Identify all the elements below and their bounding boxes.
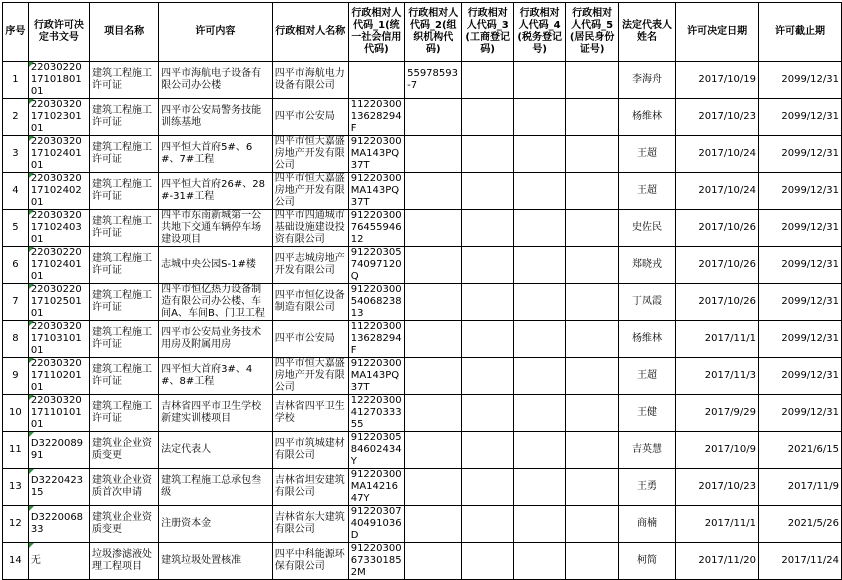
table-row bbox=[3, 432, 842, 469]
credit-code: 91220300MA1421647Y bbox=[348, 469, 404, 506]
decision-date: 2017/11/1 bbox=[676, 506, 759, 543]
decision-date: 2017/10/9 bbox=[676, 432, 759, 469]
project-name: 建筑工程施工许可证 bbox=[90, 358, 159, 395]
decision-doc-number: D322006833 bbox=[28, 506, 89, 543]
header-cell: 序号 bbox=[3, 3, 29, 62]
row-number: 8 bbox=[3, 321, 29, 358]
business-reg-code bbox=[462, 321, 513, 358]
tax-reg-code bbox=[513, 506, 565, 543]
project-name: 建筑工程施工许可证 bbox=[90, 395, 159, 432]
permit-content: 法定代表人 bbox=[159, 432, 273, 469]
permit-content: 四平恒大首府3#、4#、8#工程 bbox=[159, 358, 273, 395]
decision-date: 2017/10/24 bbox=[676, 136, 759, 173]
tax-reg-code bbox=[513, 247, 565, 284]
expiry-date: 2099/12/31 bbox=[759, 395, 842, 432]
permit-table bbox=[2, 2, 842, 580]
project-name: 建筑工程施工许可证 bbox=[90, 210, 159, 247]
id-card-number bbox=[566, 543, 618, 580]
counterpart-name: 四平市筑城建材有限公司 bbox=[272, 432, 348, 469]
permit-content: 建筑垃圾处置核准 bbox=[159, 543, 273, 580]
decision-date: 2017/10/26 bbox=[676, 247, 759, 284]
decision-doc-number: D322042315 bbox=[28, 469, 89, 506]
row-number: 6 bbox=[3, 247, 29, 284]
credit-code bbox=[348, 62, 404, 99]
legal-representative: 王超 bbox=[618, 136, 675, 173]
table-row bbox=[3, 99, 842, 136]
row-number: 4 bbox=[3, 173, 29, 210]
business-reg-code bbox=[462, 99, 513, 136]
tax-reg-code bbox=[513, 358, 565, 395]
id-card-number bbox=[566, 62, 618, 99]
org-code bbox=[405, 284, 462, 321]
decision-date: 2017/10/26 bbox=[676, 284, 759, 321]
credit-code: 91220300MA143PQ37T bbox=[348, 136, 404, 173]
org-code bbox=[405, 432, 462, 469]
table-row bbox=[3, 136, 842, 173]
credit-code: 91220300673301852M bbox=[348, 543, 404, 580]
permit-content: 志城中央公园S-1#楼 bbox=[159, 247, 273, 284]
counterpart-name: 四平市恒大嘉盛房地产开发有限公司 bbox=[272, 358, 348, 395]
expiry-date: 2099/12/31 bbox=[759, 358, 842, 395]
decision-doc-number: D322008991 bbox=[28, 432, 89, 469]
tax-reg-code bbox=[513, 173, 565, 210]
legal-representative: 郑晓戎 bbox=[618, 247, 675, 284]
legal-representative: 王勇 bbox=[618, 469, 675, 506]
table-row bbox=[3, 173, 842, 210]
legal-representative: 王健 bbox=[618, 395, 675, 432]
decision-date: 2017/10/24 bbox=[676, 173, 759, 210]
counterpart-name: 四平市海航电力设备有限公司 bbox=[272, 62, 348, 99]
legal-representative: 杨维林 bbox=[618, 99, 675, 136]
expiry-date: 2099/12/31 bbox=[759, 284, 842, 321]
tax-reg-code bbox=[513, 432, 565, 469]
org-code: 55978593-7 bbox=[405, 62, 462, 99]
tax-reg-code bbox=[513, 62, 565, 99]
legal-representative: 丁凤霞 bbox=[618, 284, 675, 321]
header-cell: 行政相对人代码_5(居民身份证号) bbox=[566, 3, 618, 62]
row-number: 12 bbox=[3, 506, 29, 543]
counterpart-name: 四平市恒亿设备制造有限公司 bbox=[272, 284, 348, 321]
id-card-number bbox=[566, 210, 618, 247]
row-number: 10 bbox=[3, 395, 29, 432]
tax-reg-code bbox=[513, 469, 565, 506]
business-reg-code bbox=[462, 432, 513, 469]
counterpart-name: 四平市公安局 bbox=[272, 321, 348, 358]
legal-representative: 王超 bbox=[618, 173, 675, 210]
table-row bbox=[3, 247, 842, 284]
expiry-date: 2099/12/31 bbox=[759, 99, 842, 136]
id-card-number bbox=[566, 99, 618, 136]
permit-content: 四平市公安局业务技术用房及附属用房 bbox=[159, 321, 273, 358]
credit-code: 912203007645594612 bbox=[348, 210, 404, 247]
decision-date: 2017/10/23 bbox=[676, 469, 759, 506]
org-code bbox=[405, 210, 462, 247]
tax-reg-code bbox=[513, 321, 565, 358]
decision-date: 2017/11/1 bbox=[676, 321, 759, 358]
project-name: 建筑工程施工许可证 bbox=[90, 136, 159, 173]
business-reg-code bbox=[462, 247, 513, 284]
id-card-number bbox=[566, 284, 618, 321]
permit-content: 四平市海航电子设备有限公司办公楼 bbox=[159, 62, 273, 99]
project-name: 建筑工程施工许可证 bbox=[90, 247, 159, 284]
header-cell: 行政相对人代码_3(工商登记码) bbox=[462, 3, 513, 62]
project-name: 建筑工程施工许可证 bbox=[90, 321, 159, 358]
counterpart-name: 四平市恒大嘉盛房地产开发有限公司 bbox=[272, 173, 348, 210]
expiry-date: 2099/12/31 bbox=[759, 321, 842, 358]
org-code bbox=[405, 469, 462, 506]
decision-date: 2017/10/23 bbox=[676, 99, 759, 136]
expiry-date: 2021/6/15 bbox=[759, 432, 842, 469]
decision-doc-number: 220303201710310101 bbox=[28, 321, 89, 358]
expiry-date: 2099/12/31 bbox=[759, 62, 842, 99]
decision-date: 2017/11/3 bbox=[676, 358, 759, 395]
credit-code: 912203005406823813 bbox=[348, 284, 404, 321]
business-reg-code bbox=[462, 62, 513, 99]
counterpart-name: 吉林省四平卫生学校 bbox=[272, 395, 348, 432]
id-card-number bbox=[566, 432, 618, 469]
row-number: 13 bbox=[3, 469, 29, 506]
org-code bbox=[405, 173, 462, 210]
permit-content: 四平恒大首府26#、28#-31#工程 bbox=[159, 173, 273, 210]
legal-representative: 李海舟 bbox=[618, 62, 675, 99]
credit-code: 91220300MA143PQ37T bbox=[348, 173, 404, 210]
legal-representative: 柯简 bbox=[618, 543, 675, 580]
table-row bbox=[3, 284, 842, 321]
org-code bbox=[405, 136, 462, 173]
tax-reg-code bbox=[513, 284, 565, 321]
decision-date: 2017/10/26 bbox=[676, 210, 759, 247]
id-card-number bbox=[566, 358, 618, 395]
decision-doc-number: 220303201710230101 bbox=[28, 99, 89, 136]
credit-code: 9122030740491036D bbox=[348, 506, 404, 543]
org-code bbox=[405, 247, 462, 284]
id-card-number bbox=[566, 395, 618, 432]
org-code bbox=[405, 395, 462, 432]
credit-code: 9122030584602434Y bbox=[348, 432, 404, 469]
credit-code: 1122030013628294F bbox=[348, 321, 404, 358]
tax-reg-code bbox=[513, 99, 565, 136]
tax-reg-code bbox=[513, 210, 565, 247]
row-number: 7 bbox=[3, 284, 29, 321]
business-reg-code bbox=[462, 543, 513, 580]
business-reg-code bbox=[462, 395, 513, 432]
tax-reg-code bbox=[513, 395, 565, 432]
row-number: 5 bbox=[3, 210, 29, 247]
org-code bbox=[405, 358, 462, 395]
decision-doc-number: 220303201710240201 bbox=[28, 173, 89, 210]
project-name: 建筑业企业资质变更 bbox=[90, 506, 159, 543]
id-card-number bbox=[566, 173, 618, 210]
header-cell: 法定代表人姓名 bbox=[618, 3, 675, 62]
table-row bbox=[3, 62, 842, 99]
decision-doc-number: 220303201710240101 bbox=[28, 136, 89, 173]
decision-date: 2017/11/20 bbox=[676, 543, 759, 580]
permit-content: 注册资本金 bbox=[159, 506, 273, 543]
header-cell: 行政相对人代码_1(统一社会信用代码) bbox=[348, 3, 404, 62]
decision-doc-number: 220302201710240101 bbox=[28, 247, 89, 284]
id-card-number bbox=[566, 469, 618, 506]
row-number: 2 bbox=[3, 99, 29, 136]
decision-doc-number: 220303201710240301 bbox=[28, 210, 89, 247]
decision-date: 2017/10/19 bbox=[676, 62, 759, 99]
header-cell: 行政相对人名称 bbox=[272, 3, 348, 62]
header-cell: 项目名称 bbox=[90, 3, 159, 62]
business-reg-code bbox=[462, 284, 513, 321]
project-name: 建筑业企业资质首次申请 bbox=[90, 469, 159, 506]
row-number: 9 bbox=[3, 358, 29, 395]
header-cell: 许可内容 bbox=[159, 3, 273, 62]
project-name: 建筑工程施工许可证 bbox=[90, 284, 159, 321]
counterpart-name: 四平市四通城市基础设施建设投资有限公司 bbox=[272, 210, 348, 247]
tax-reg-code bbox=[513, 136, 565, 173]
permit-content: 四平市东南新城第一公共地下交通车辆停车场建设项目 bbox=[159, 210, 273, 247]
id-card-number bbox=[566, 136, 618, 173]
row-number: 1 bbox=[3, 62, 29, 99]
table-row bbox=[3, 506, 842, 543]
table-row bbox=[3, 395, 842, 432]
header-cell: 许可截止期 bbox=[759, 3, 842, 62]
decision-date: 2017/9/29 bbox=[676, 395, 759, 432]
business-reg-code bbox=[462, 173, 513, 210]
counterpart-name: 四平市公安局 bbox=[272, 99, 348, 136]
permit-content: 四平市恒亿热力设备制造有限公司办公楼、车间A、车间B、门卫工程 bbox=[159, 284, 273, 321]
business-reg-code bbox=[462, 469, 513, 506]
header-cell: 行政许可决定书文号 bbox=[28, 3, 89, 62]
business-reg-code bbox=[462, 506, 513, 543]
table-row bbox=[3, 321, 842, 358]
counterpart-name: 四平市恒大嘉盛房地产开发有限公司 bbox=[272, 136, 348, 173]
table-row bbox=[3, 543, 842, 580]
legal-representative: 王超 bbox=[618, 358, 675, 395]
expiry-date: 2017/11/9 bbox=[759, 469, 842, 506]
counterpart-name: 四平志城房地产开发有限公司 bbox=[272, 247, 348, 284]
row-number: 14 bbox=[3, 543, 29, 580]
decision-doc-number: 220303201711020101 bbox=[28, 358, 89, 395]
id-card-number bbox=[566, 247, 618, 284]
credit-code: 9122030574097120Q bbox=[348, 247, 404, 284]
credit-code: 122203004127033355 bbox=[348, 395, 404, 432]
business-reg-code bbox=[462, 358, 513, 395]
expiry-date: 2017/11/24 bbox=[759, 543, 842, 580]
table-row bbox=[3, 358, 842, 395]
org-code bbox=[405, 543, 462, 580]
header-row bbox=[3, 3, 842, 62]
counterpart-name: 吉林省东大建筑有限公司 bbox=[272, 506, 348, 543]
table-row bbox=[3, 469, 842, 506]
project-name: 建筑工程施工许可证 bbox=[90, 99, 159, 136]
decision-doc-number: 220302201710180101 bbox=[28, 62, 89, 99]
org-code bbox=[405, 321, 462, 358]
counterpart-name: 四平中科能源环保有限公司 bbox=[272, 543, 348, 580]
project-name: 垃圾渗滤液处理工程项目 bbox=[90, 543, 159, 580]
legal-representative: 商楠 bbox=[618, 506, 675, 543]
project-name: 建筑工程施工许可证 bbox=[90, 62, 159, 99]
business-reg-code bbox=[462, 136, 513, 173]
project-name: 建筑业企业资质变更 bbox=[90, 432, 159, 469]
table-row bbox=[3, 210, 842, 247]
credit-code: 1122030013628294F bbox=[348, 99, 404, 136]
decision-doc-number: 无 bbox=[28, 543, 89, 580]
org-code bbox=[405, 506, 462, 543]
business-reg-code bbox=[462, 210, 513, 247]
tax-reg-code bbox=[513, 543, 565, 580]
expiry-date: 2099/12/31 bbox=[759, 173, 842, 210]
row-number: 11 bbox=[3, 432, 29, 469]
permit-content: 四平恒大首府5#、6#、7#工程 bbox=[159, 136, 273, 173]
credit-code: 91220300MA143PQ37T bbox=[348, 358, 404, 395]
decision-doc-number: 220302201710250101 bbox=[28, 284, 89, 321]
header-cell: 许可决定日期 bbox=[676, 3, 759, 62]
permit-content: 四平市公安局警务技能训练基地 bbox=[159, 99, 273, 136]
expiry-date: 2099/12/31 bbox=[759, 247, 842, 284]
legal-representative: 史佐民 bbox=[618, 210, 675, 247]
project-name: 建筑工程施工许可证 bbox=[90, 173, 159, 210]
legal-representative: 杨维林 bbox=[618, 321, 675, 358]
id-card-number bbox=[566, 321, 618, 358]
header-cell: 行政相对人代码_2(组织机构代码) bbox=[405, 3, 462, 62]
header-cell: 行政相对人代码_4(税务登记号) bbox=[513, 3, 565, 62]
legal-representative: 吉英慧 bbox=[618, 432, 675, 469]
expiry-date: 2021/5/26 bbox=[759, 506, 842, 543]
permit-content: 建筑工程施工总承包叁级 bbox=[159, 469, 273, 506]
id-card-number bbox=[566, 506, 618, 543]
expiry-date: 2099/12/31 bbox=[759, 210, 842, 247]
org-code bbox=[405, 99, 462, 136]
counterpart-name: 吉林省坦安建筑有限公司 bbox=[272, 469, 348, 506]
decision-doc-number: 220303201711010101 bbox=[28, 395, 89, 432]
permit-content: 吉林省四平市卫生学校新建实训楼项目 bbox=[159, 395, 273, 432]
row-number: 3 bbox=[3, 136, 29, 173]
expiry-date: 2099/12/31 bbox=[759, 136, 842, 173]
